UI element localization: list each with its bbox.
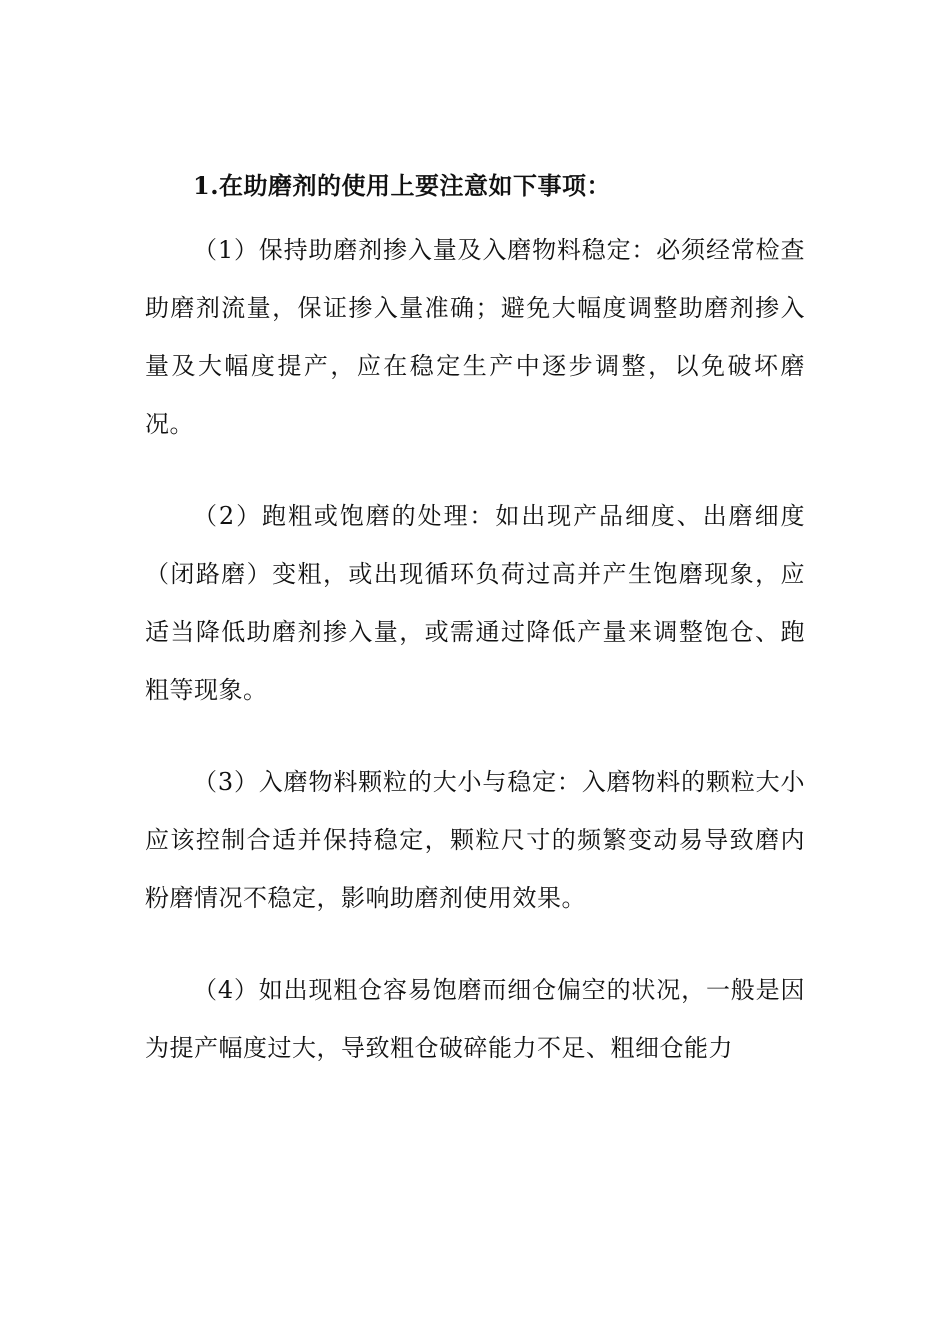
paragraph-2: （2）跑粗或饱磨的处理：如出现产品细度、出磨细度（闭路磨）变粗，或出现循环负荷过高并产生饱磨现象，应适当降低助磨剂掺入量，或需通过降低产量来调整饱仓、跑粗等现象。 [145,502,805,704]
paragraph-1: （1）保持助磨剂掺入量及入磨物料稳定：必须经常检查助磨剂流量，保证掺入量准确；避免大幅度调整助磨剂掺入量及大幅度提产，应在稳定生产中逐步调整，以免破坏磨况。 [145,236,805,438]
paragraph-3: （3）入磨物料颗粒的大小与稳定：入磨物料的颗粒大小应该控制合适并保持稳定，颗粒尺寸的频繁变动易导致磨内粉磨情况不稳定，影响助磨剂使用效果。 [145,768,805,912]
document-body [145,162,805,1111]
section-heading: 1.在助磨剂的使用上要注意如下事项： [193,171,612,200]
paragraph-4: （4）如出现粗仓容易饱磨而细仓偏空的状况，一般是因为提产幅度过大，导致粗仓破碎能力不足、粗细仓能力 [145,976,805,1062]
